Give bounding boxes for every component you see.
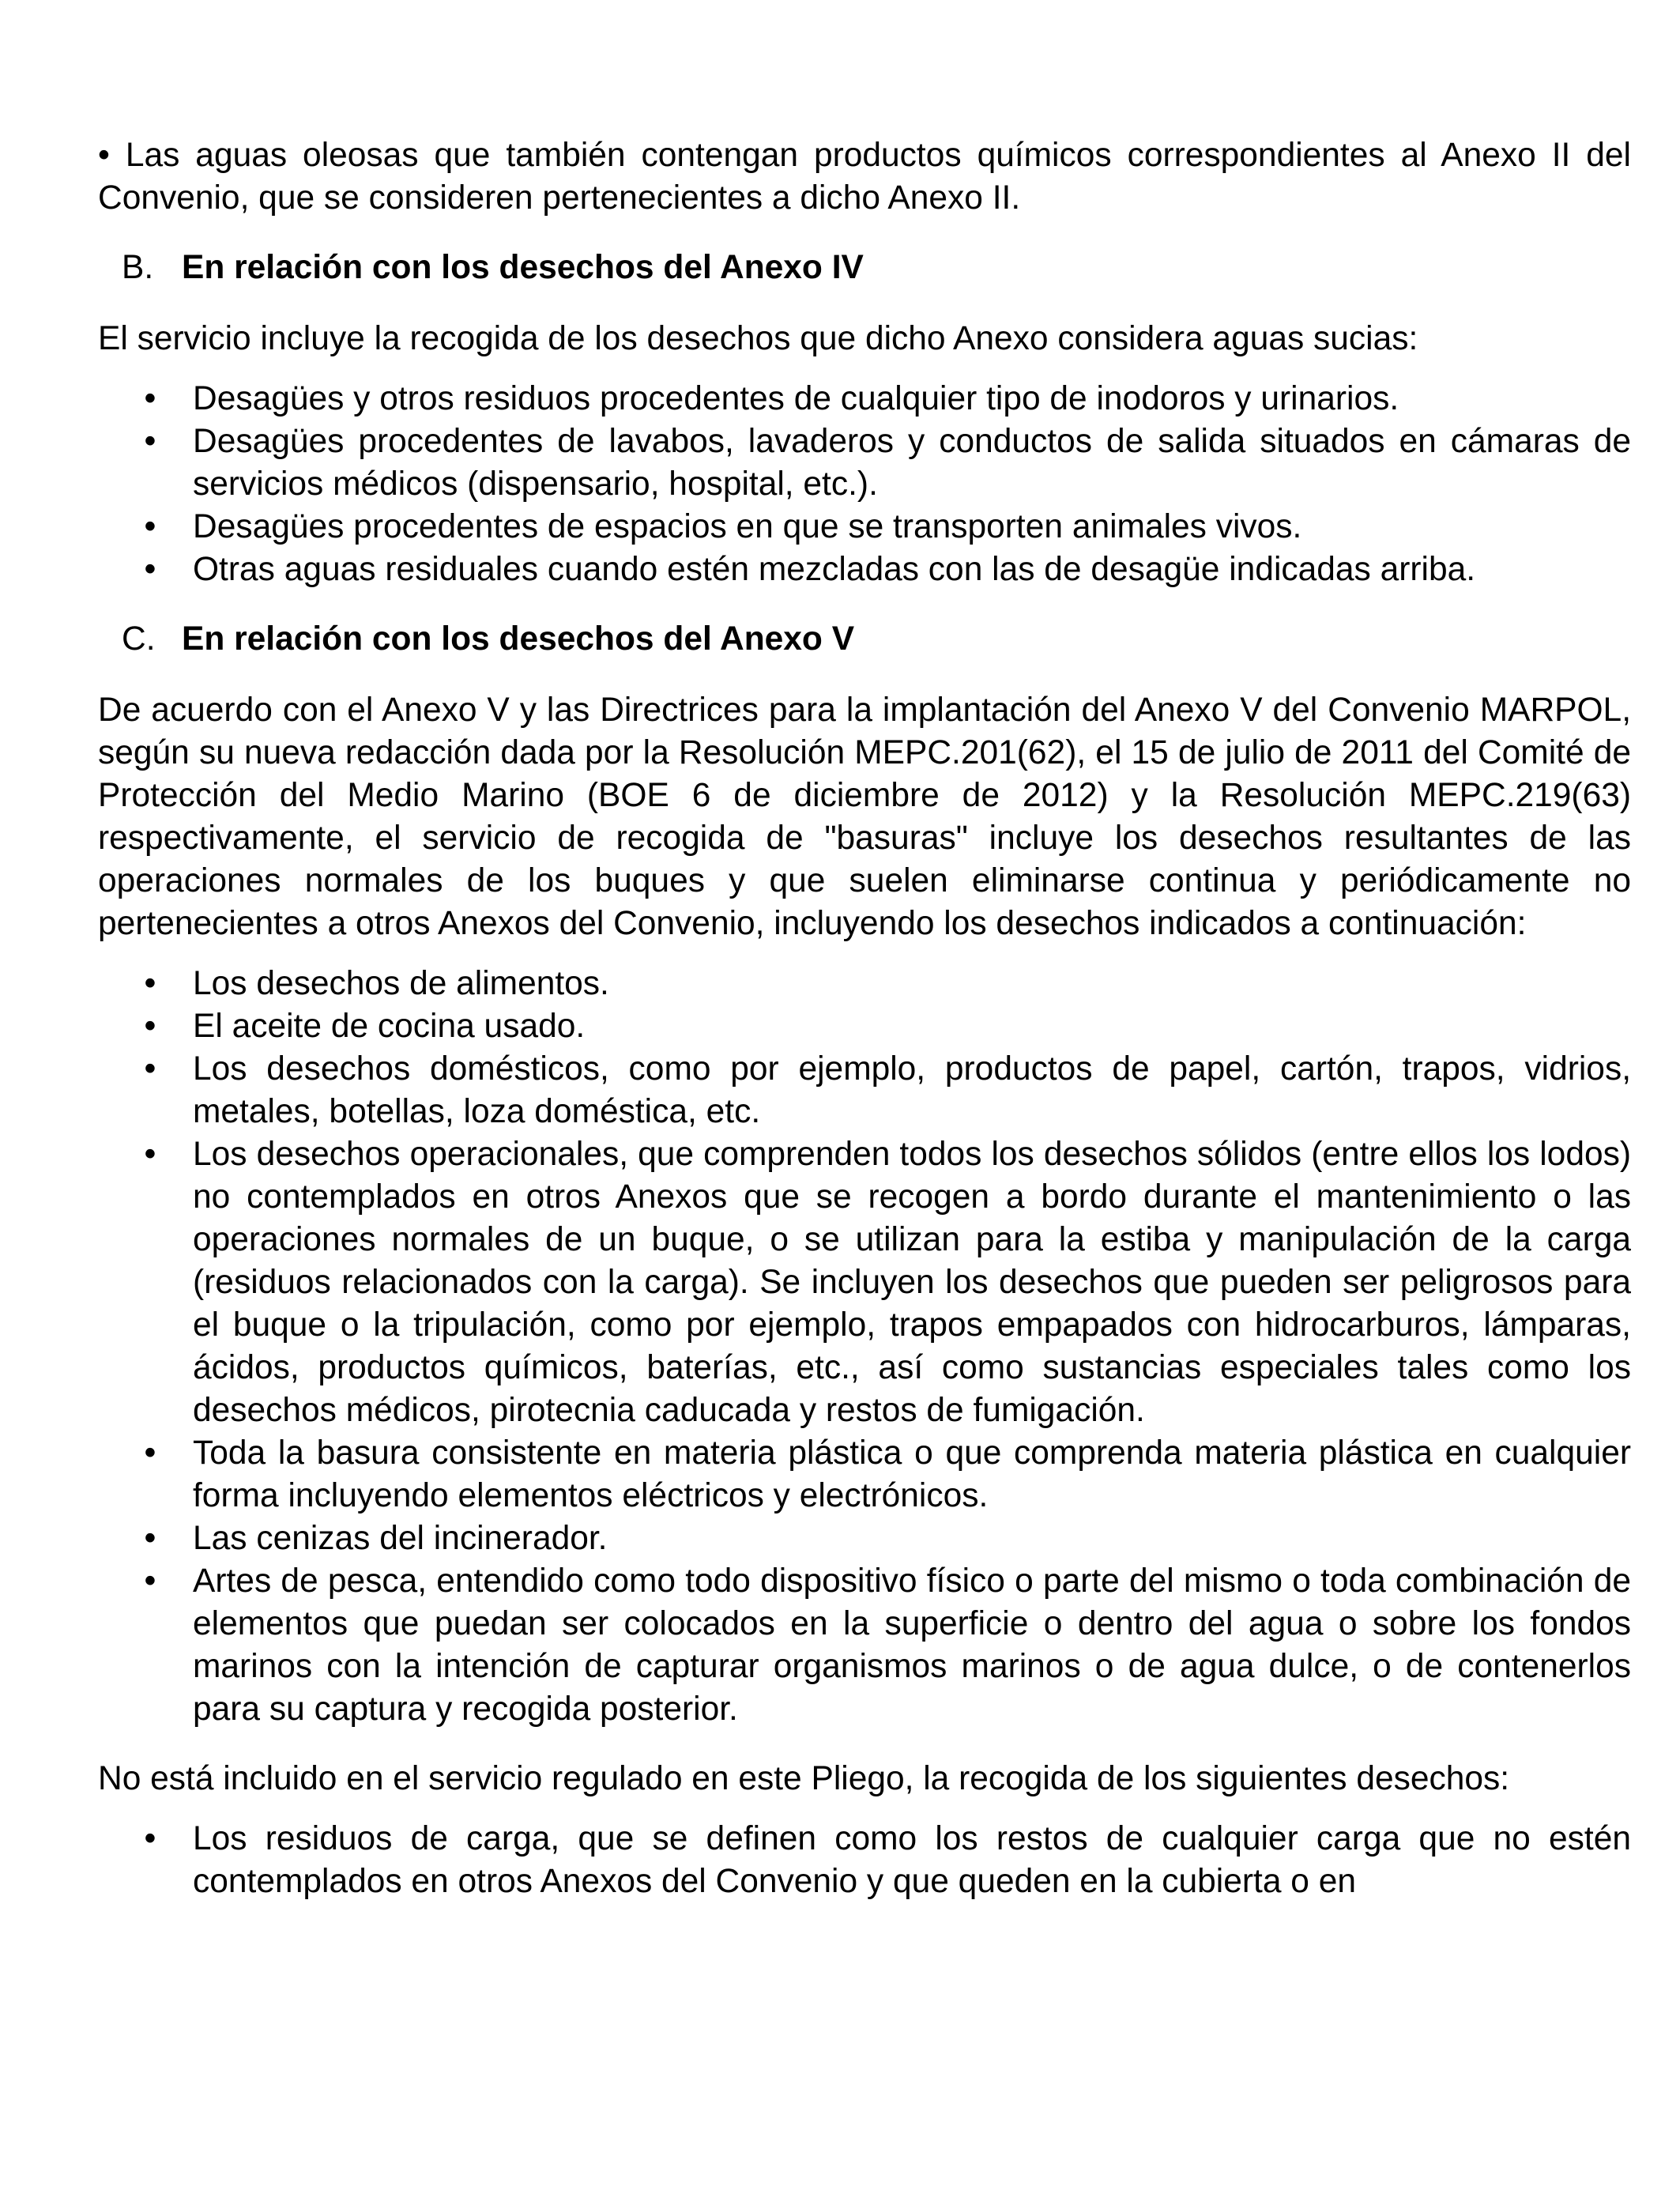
bullet-icon: • xyxy=(144,1820,156,1857)
list-item: • Artes de pesca, entendido como todo dispositivo físico o parte del mismo o toda combinación de elementos que puedan ser colocados en la superficie o dentro del agua o sobre los fondos marinos con la intención de capturar organismos marinos o de agua dulce, o de contenerlos para su captura y recogida posterior. xyxy=(98,1560,1631,1731)
section-c-title: En relación con los desechos del Anexo V xyxy=(182,620,855,658)
bullet-icon: • xyxy=(144,1520,156,1557)
section-b-letter: B. xyxy=(122,249,154,286)
bullet-icon: • xyxy=(144,1434,156,1472)
list-item: • Las cenizas del incinerador. xyxy=(98,1517,1631,1560)
section-c-intro: De acuerdo con el Anexo V y las Directrices para la implantación del Anexo V del Convenio MARPOL, según su nueva redacción dada por la Resolución MEPC.201(62), el 15 de julio de 2011 del Comité de Protección del Medio Marino (BOE 6 de diciembre de 2012) y la Resolución MEPC.219(63) respectivamente, el servicio de recogida de "basuras" incluye los desechos resultantes de las operaciones normales de los buques y que suelen eliminarse continua y periódicamente no pertenecientes a otros Anexos del Convenio, incluyendo los desechos indicados a continuación: xyxy=(98,692,1631,942)
list-item: • Los residuos de carga, que se definen como los restos de cualquier carga que no estén contemplados en otros Anexos del Convenio y que queden en la cubierta o en xyxy=(98,1818,1631,1903)
list-item: • Los desechos domésticos, como por ejemplo, productos de papel, cartón, trapos, vidrios, metales, botellas, loza doméstica, etc. xyxy=(98,1048,1631,1133)
section-c-letter: C. xyxy=(122,620,156,658)
bullet-icon: • xyxy=(144,380,156,417)
bullet-icon: • xyxy=(144,423,156,460)
section-b-intro: El servicio incluye la recogida de los desechos que dicho Anexo considera aguas sucias: xyxy=(98,320,1418,357)
bullet-icon: • xyxy=(144,1008,156,1045)
bullet-icon: • xyxy=(144,965,156,1002)
list-item: • Los desechos operacionales, que comprenden todos los desechos sólidos (entre ellos los lodos) no contemplados en otros Anexos que se recogen a bordo durante el mantenimiento o las operaciones normales de un buque, o se utilizan para la estiba y manipulación de la carga (residuos relacionados con la carga). Se incluyen los desechos que pueden ser peligrosos para el buque o la tripulación, como por ejemplo, trapos empapados con hidrocarburos, lámparas, ácidos, productos químicos, baterías, etc., así como sustancias especiales tales como los desechos médicos, pirotecnia caducada y restos de fumigación. xyxy=(98,1133,1631,1432)
bullet-icon: • xyxy=(144,1136,156,1173)
section-c-list xyxy=(98,963,1631,1731)
list-item: • Los desechos de alimentos. xyxy=(98,963,1631,1005)
list-item: • Desagües y otros residuos procedentes de cualquier tipo de inodoros y urinarios. xyxy=(98,378,1631,420)
bullet-icon: • xyxy=(144,1050,156,1088)
document-page xyxy=(98,134,1631,1930)
bullet-icon: • xyxy=(144,551,156,588)
section-b-title: En relación con los desechos del Anexo IV xyxy=(182,249,864,286)
bullet-icon: • xyxy=(144,508,156,545)
intro-bullet-paragraph: • Las aguas oleosas que también contengan productos químicos correspondientes al Anexo II del Convenio, que se consideren pertenecientes a dicho Anexo II. xyxy=(98,137,1631,217)
exclusions-intro: No está incluido en el servicio regulado en este Pliego, la recogida de los siguientes desechos: xyxy=(98,1760,1510,1797)
section-b-heading xyxy=(122,247,1631,289)
list-item: • Toda la basura consistente en materia plástica o que comprenda materia plástica en cualquier forma incluyendo elementos eléctricos y electrónicos. xyxy=(98,1432,1631,1517)
exclusions-list xyxy=(98,1818,1631,1903)
section-b-list xyxy=(98,378,1631,591)
list-item: • Desagües procedentes de lavabos, lavaderos y conductos de salida situados en cámaras de servicios médicos (dispensario, hospital, etc.). xyxy=(98,420,1631,506)
list-item: • Desagües procedentes de espacios en que se transporten animales vivos. xyxy=(98,506,1631,548)
bullet-icon: • xyxy=(144,1563,156,1600)
section-c-heading xyxy=(122,618,1631,661)
list-item: • El aceite de cocina usado. xyxy=(98,1005,1631,1048)
list-item: • Otras aguas residuales cuando estén mezcladas con las de desagüe indicadas arriba. xyxy=(98,548,1631,591)
